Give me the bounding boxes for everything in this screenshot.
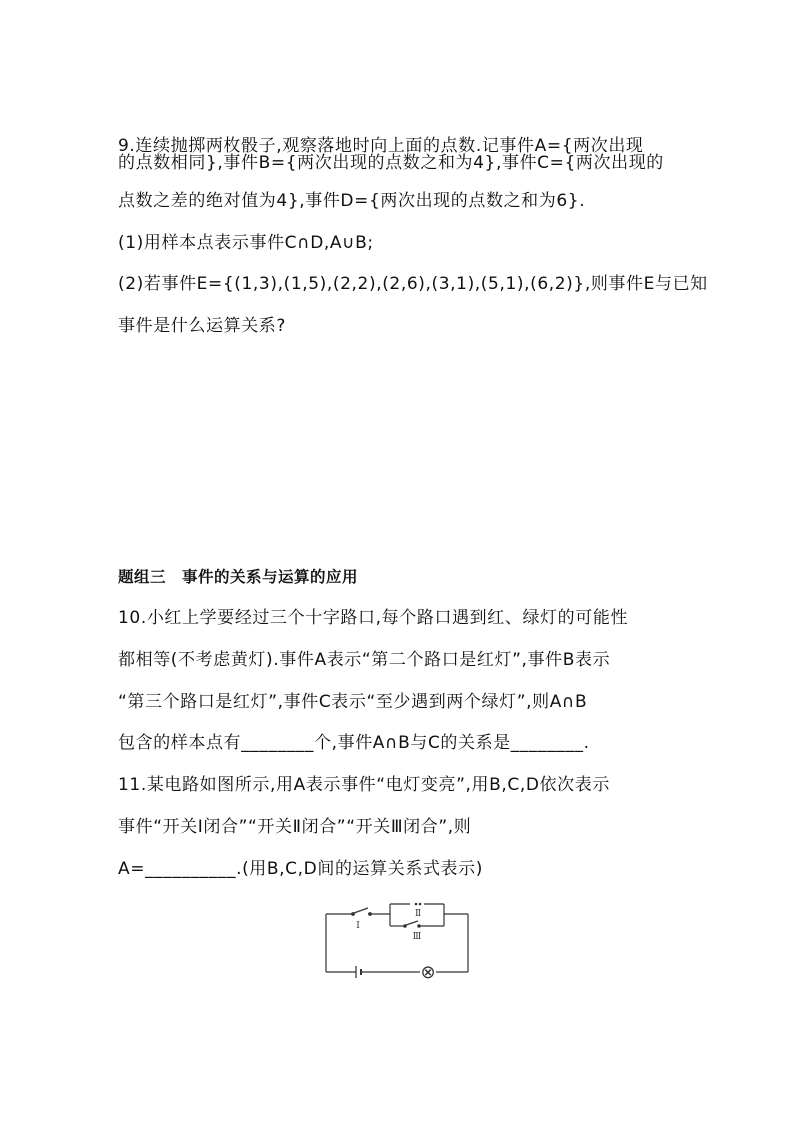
switch-2-label: Ⅱ	[414, 909, 422, 919]
problem-10-line-4: 包含的样本点有________个,事件A∩B与C的关系是________.	[118, 733, 590, 753]
switch-3-label: Ⅲ	[412, 932, 422, 942]
section-heading: 题组三 事件的关系与运算的应用	[118, 568, 359, 586]
problem-10-line-2: 都相等(不考虑黄灯).事件A表示“第二个路口是红灯”,事件B表示	[118, 650, 611, 670]
switch-3-contact-right	[418, 925, 420, 927]
problem-11-line-2: 事件“开关Ⅰ闭合”“开关Ⅱ闭合”“开关Ⅲ闭合”,则	[118, 817, 472, 837]
problem-9-line-1: 9.连续抛掷两枚骰子,观察落地时向上面的点数.记事件A={两次出现	[118, 136, 644, 156]
switch-3-contact-left	[404, 925, 406, 927]
circuit-diagram	[320, 896, 476, 984]
switch-3-blade	[406, 921, 418, 925]
problem-11-line-1: 11.某电路如图所示,用A表示事件“电灯变亮”,用B,C,D依次表示	[118, 775, 610, 795]
switch-2-contact	[419, 903, 422, 906]
problem-9-part-2: (2)若事件E={(1,3),(1,5),(2,2),(2,6),(3,1),(5,1),(6,2)},则事件E与已知	[118, 274, 708, 294]
switch-1-blade	[354, 908, 368, 913]
problem-9-part-1: (1)用样本点表示事件C∩D,A∪B;	[118, 233, 374, 253]
switch-1-contact-right	[369, 913, 372, 916]
problem-10-line-3: “第三个路口是红灯”,事件C表示“至少遇到两个绿灯”,则A∩B	[118, 692, 588, 712]
switch-2-contact-left	[415, 903, 418, 906]
lamp-icon: ⊗	[420, 962, 436, 983]
problem-9-part-2-cont: 事件是什么运算关系?	[118, 316, 287, 336]
problem-11-line-3: A=__________.(用B,C,D间的运算关系式表示)	[118, 859, 483, 879]
problem-9-line-3: 点数之差的绝对值为4},事件D={两次出现的点数之和为6}.	[118, 191, 586, 211]
problem-10-line-1: 10.小红上学要经过三个十字路口,每个路口遇到红、绿灯的可能性	[118, 608, 629, 628]
problem-9-line-2: 的点数相同},事件B={两次出现的点数之和为4},事件C={两次出现的	[118, 153, 664, 173]
switch-1-contact-left	[352, 913, 355, 916]
switch-1-label: Ⅰ	[356, 921, 360, 931]
